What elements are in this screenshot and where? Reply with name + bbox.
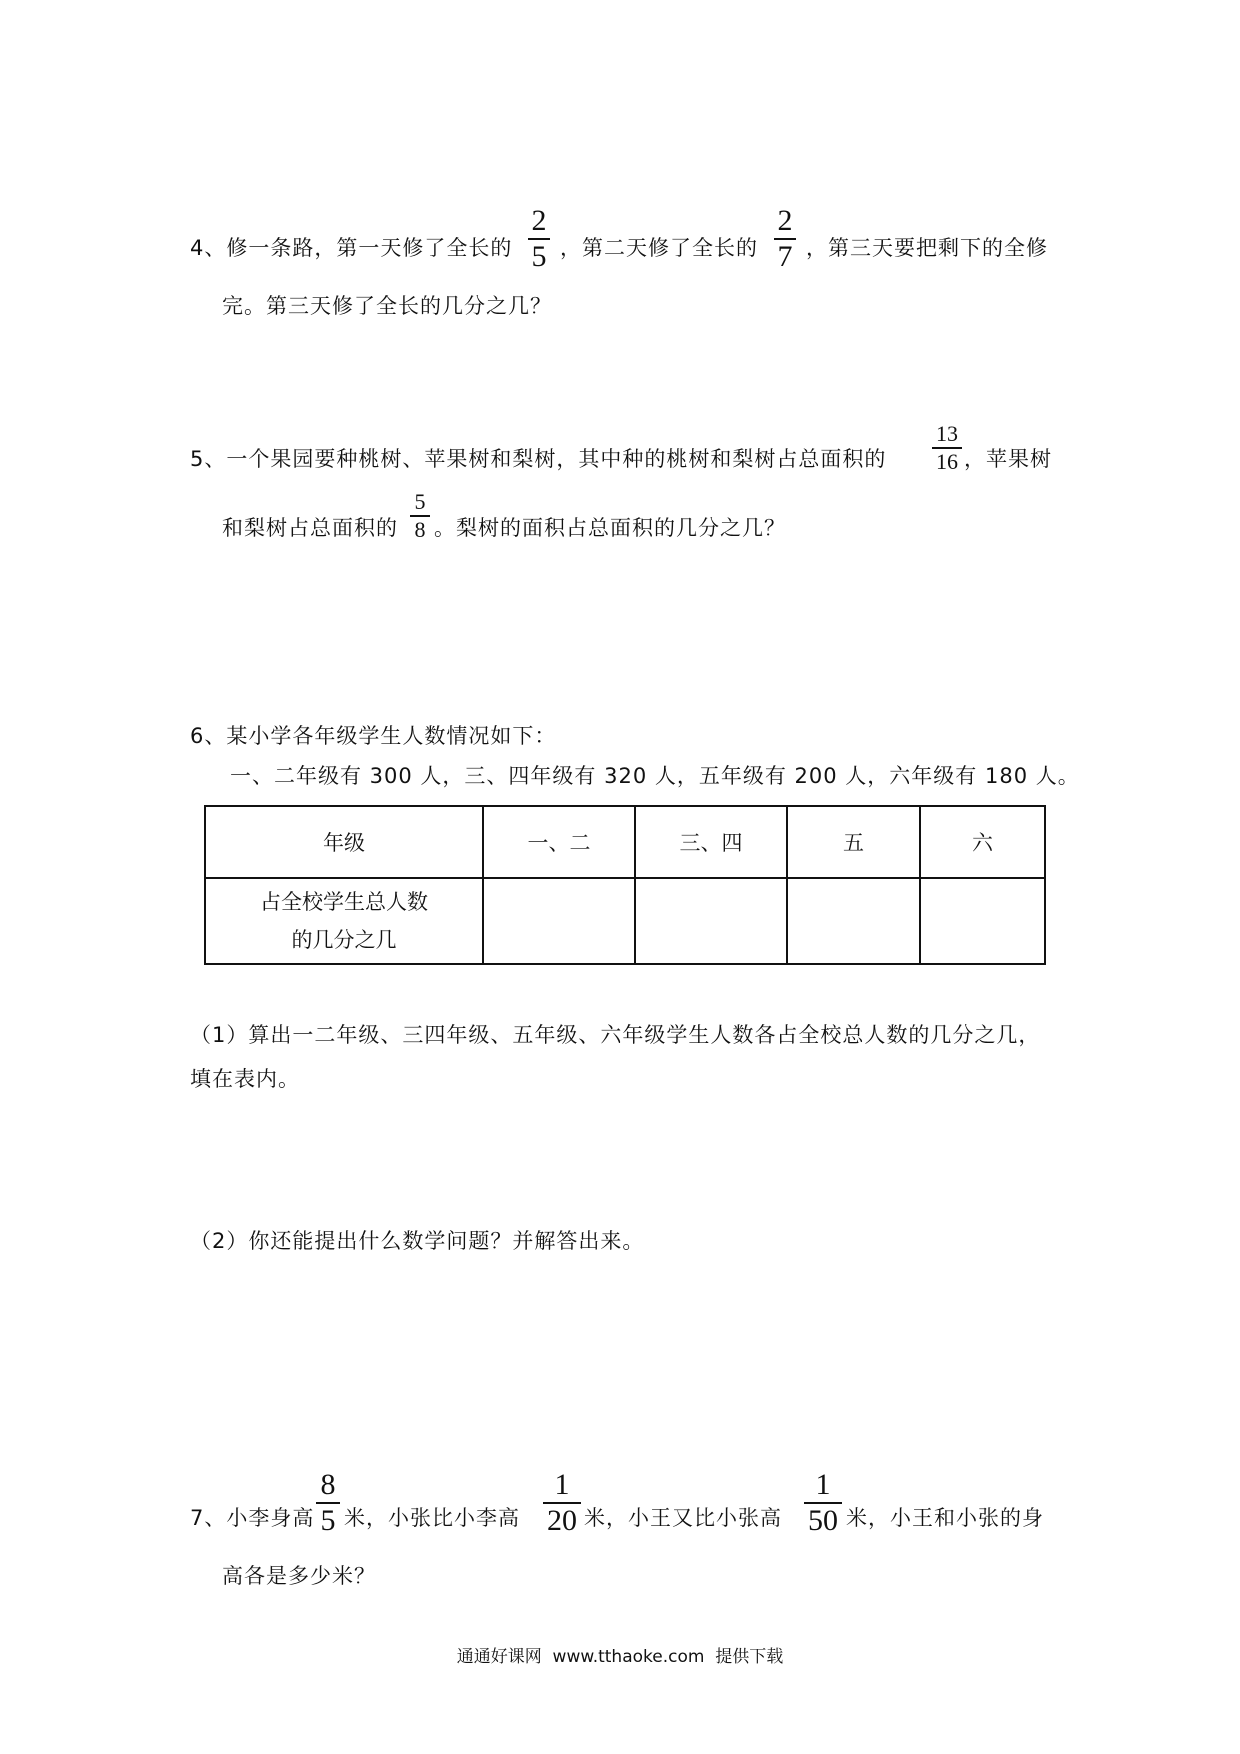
- grade-table-header-cell: 三、四: [635, 806, 787, 878]
- answer-cell-grade-1-2[interactable]: [483, 878, 635, 964]
- grade-table-header-row: [205, 806, 1045, 878]
- q7-text-part1: 7、小李身高: [190, 1506, 315, 1530]
- q7-fraction-1-numerator: 8: [320, 1468, 336, 1501]
- q7-text-part2: 米，小张比小李高: [344, 1506, 520, 1530]
- q5-fraction-2-numerator: 5: [414, 489, 426, 514]
- grade-table-fraction-row: [205, 878, 1045, 964]
- q5-fraction-2: [410, 491, 430, 541]
- grade-table-row-label: [205, 878, 483, 964]
- q7-fraction-1: [316, 1470, 340, 1536]
- q7-fraction-3-numerator: 1: [815, 1468, 831, 1501]
- q4-text-part2: ，第二天修了全长的: [560, 236, 758, 260]
- answer-cell-grade-5[interactable]: [787, 878, 920, 964]
- grade-table-header-cell: 五: [787, 806, 920, 878]
- q5-fraction-1-denominator: 16: [936, 449, 958, 474]
- grade-table: [204, 805, 1046, 965]
- q5-text-part1: 5、一个果园要种桃树、苹果树和梨树，其中种的桃树和梨树占总面积的: [190, 447, 887, 471]
- q6-sub1-line1: （1）算出一二年级、三四年级、五年级、六年级学生人数各占全校总人数的几分之几，: [190, 1023, 1041, 1047]
- q4-text-part3: ，第三天要把剩下的全修: [806, 236, 1048, 260]
- q4-text-line2: 完。第三天修了全长的几分之几？: [222, 294, 552, 318]
- q7-fraction-1-denominator: 5: [320, 1504, 336, 1537]
- q7-text-part3: 米，小王又比小张高: [584, 1506, 782, 1530]
- grade-table-header-cell: 一、二: [483, 806, 635, 878]
- q5-text-part4: 。梨树的面积占总面积的几分之几？: [434, 516, 786, 540]
- q6-text-line1: 6、某小学各年级学生人数情况如下：: [190, 724, 557, 748]
- grade-table-header-cell: 年级: [205, 806, 483, 878]
- q4-text-part1: 4、修一条路，第一天修了全长的: [190, 236, 513, 260]
- q6-sub2: （2）你还能提出什么数学问题？并解答出来。: [190, 1229, 645, 1253]
- q4-fraction-1-denominator: 5: [531, 240, 547, 273]
- q4-fraction-1: [528, 206, 550, 272]
- row-label-line2: 的几分之几: [291, 928, 397, 952]
- q7-fraction-3-denominator: 50: [808, 1504, 838, 1537]
- page-footer: 通通好课网 www.tthaoke.com 提供下载: [456, 1647, 784, 1667]
- q4-fraction-2-denominator: 7: [777, 240, 793, 273]
- q4-fraction-2-numerator: 2: [777, 204, 793, 237]
- q5-text-part2: ，苹果树: [964, 447, 1052, 471]
- answer-cell-grade-3-4[interactable]: [635, 878, 787, 964]
- q7-fraction-2-denominator: 20: [547, 1504, 577, 1537]
- q7-fraction-2: [543, 1470, 581, 1536]
- row-label-line1: 占全校学生总人数: [260, 890, 428, 914]
- grade-table-header-cell: 六: [920, 806, 1045, 878]
- q5-fraction-1: [932, 423, 962, 473]
- q7-fraction-3: [804, 1470, 842, 1536]
- q6-sub1-line2: 填在表内。: [190, 1067, 300, 1091]
- q4-fraction-2: [774, 206, 796, 272]
- q4-fraction-1-numerator: 2: [531, 204, 547, 237]
- answer-cell-grade-6[interactable]: [920, 878, 1045, 964]
- q6-text-line2: 一、二年级有 300 人，三、四年级有 320 人，五年级有 200 人，六年级有 180 人。: [230, 764, 1080, 788]
- q7-text-line2: 高各是多少米？: [222, 1564, 376, 1588]
- q7-text-part4: 米，小王和小张的身: [846, 1506, 1044, 1530]
- q5-fraction-2-denominator: 8: [414, 517, 426, 542]
- q5-fraction-1-numerator: 13: [936, 421, 958, 446]
- q5-text-part3: 和梨树占总面积的: [222, 516, 398, 540]
- q7-fraction-2-numerator: 1: [554, 1468, 570, 1501]
